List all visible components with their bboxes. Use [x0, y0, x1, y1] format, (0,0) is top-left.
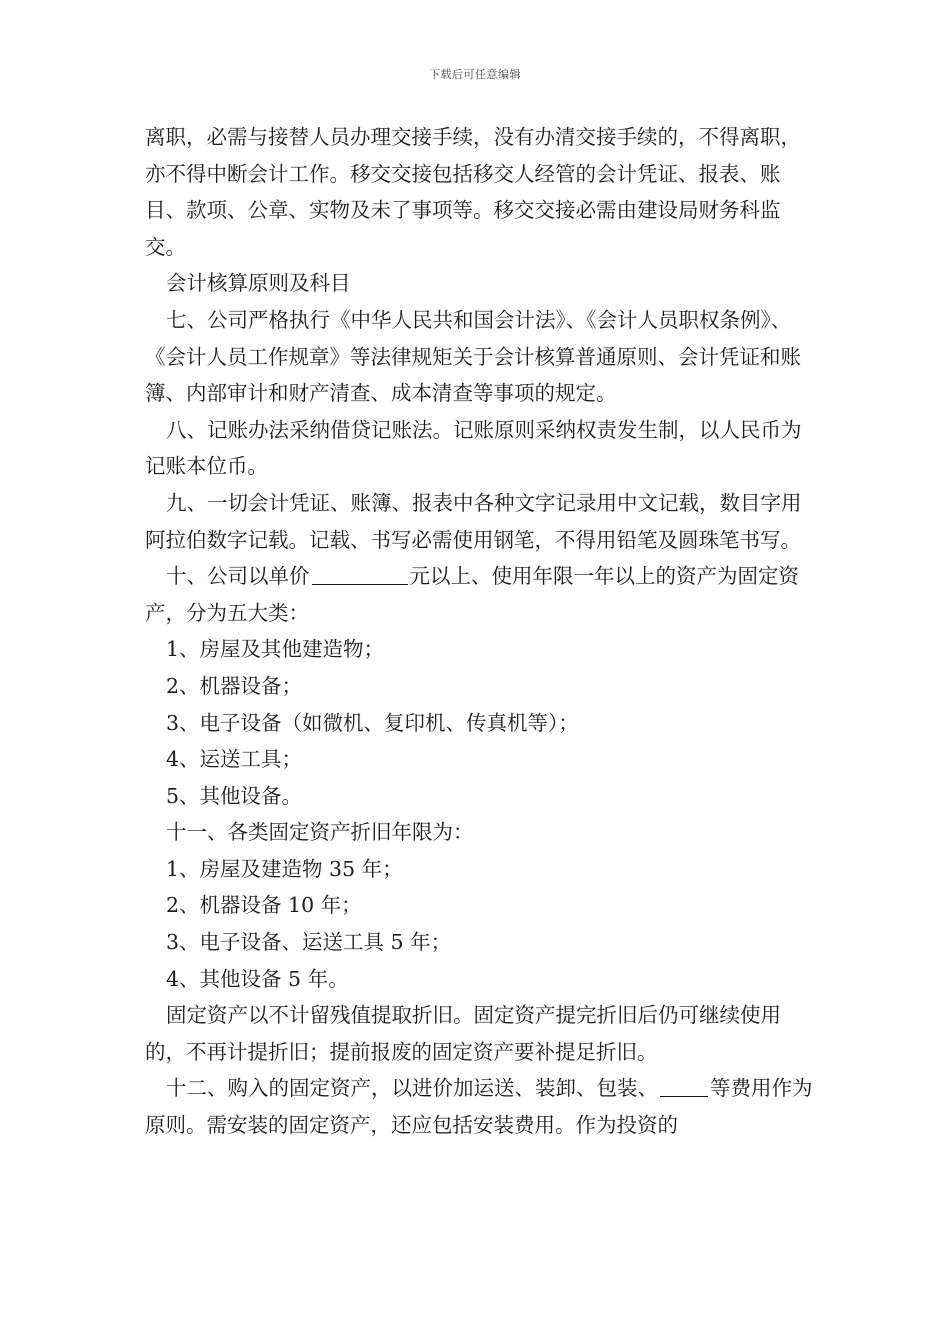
page-header: 下载后可任意编辑	[429, 68, 521, 81]
list-item-depreciation-years: 3、电子设备、运送工具 5 年；	[166, 930, 452, 955]
fill-in-blank-other-costs[interactable]	[660, 1076, 708, 1097]
list-item-asset-class: 5、其他设备。	[166, 783, 303, 808]
fill-in-blank-unit-price[interactable]	[312, 564, 408, 585]
list-item-depreciation-years: 4、其他设备 5 年。	[166, 966, 349, 991]
list-item-depreciation-years: 1、房屋及建造物 35 年；	[166, 856, 403, 881]
list-item-asset-class: 2、机器设备；	[166, 673, 303, 698]
article-12-text-before: 十二、购入的固定资产，以进价加运送、装卸、包装、	[166, 1076, 658, 1101]
paragraph-article-11: 十一、各类固定资产折旧年限为：	[166, 820, 474, 845]
paragraph-article-8: 八、记账办法采纳借贷记账法。记账原则采纳权责发生制，以人民币为记账本位币。	[145, 417, 802, 479]
section-heading-accounting-principles: 会计核算原则及科目	[166, 271, 351, 296]
article-10-text-after: 元以上、使用年限一年以上的资产为固定资产，分为五大类：	[145, 564, 799, 625]
paragraph-article-12	[145, 1070, 813, 1143]
list-item-asset-class: 3、电子设备（如微机、复印机、传真机等）；	[166, 710, 579, 735]
list-item-asset-class: 1、房屋及其他建造物；	[166, 637, 385, 662]
paragraph-article-9: 九、一切会计凭证、账簿、报表中各种文字记录用中文记载，数目字用阿拉伯数字记载。记载、书写必需使用钢笔，不得用铅笔及圆珠笔书写。	[145, 490, 802, 552]
list-item-depreciation-years: 2、机器设备 10 年；	[166, 893, 362, 918]
article-10-text-before: 十、公司以单价	[166, 564, 310, 589]
paragraph-depreciation-rule: 固定资产以不计留残值提取折旧。固定资产提完折旧后仍可继续使用的，不再计提折旧；提前报废的固定资产要补提足折旧。	[145, 1003, 781, 1064]
document-body	[145, 119, 813, 1144]
list-item-asset-class: 4、运送工具；	[166, 747, 303, 772]
paragraph-handover: 离职，必需与接替人员办理交接手续，没有办清交接手续的，不得离职，亦不得中断会计工作。移交交接包括移交人经管的会计凭证、报表、账目、款项、公章、实物及未了事项等。移交交接必需由建设局财务科监交。	[145, 125, 801, 259]
paragraph-article-7: 七、公司严格执行《中华人民共和国会计法》、《会计人员职权条例》、《会计人员工作规章》等法律规矩关于会计核算普通原则、会计凭证和账簿、内部审计和财产清查、成本清查等事项的规定。	[145, 307, 801, 406]
paragraph-article-10	[145, 558, 813, 631]
article-12-text-after: 等费用作为原则。需安装的固定资产，还应包括安装费用。作为投资的	[145, 1076, 813, 1138]
